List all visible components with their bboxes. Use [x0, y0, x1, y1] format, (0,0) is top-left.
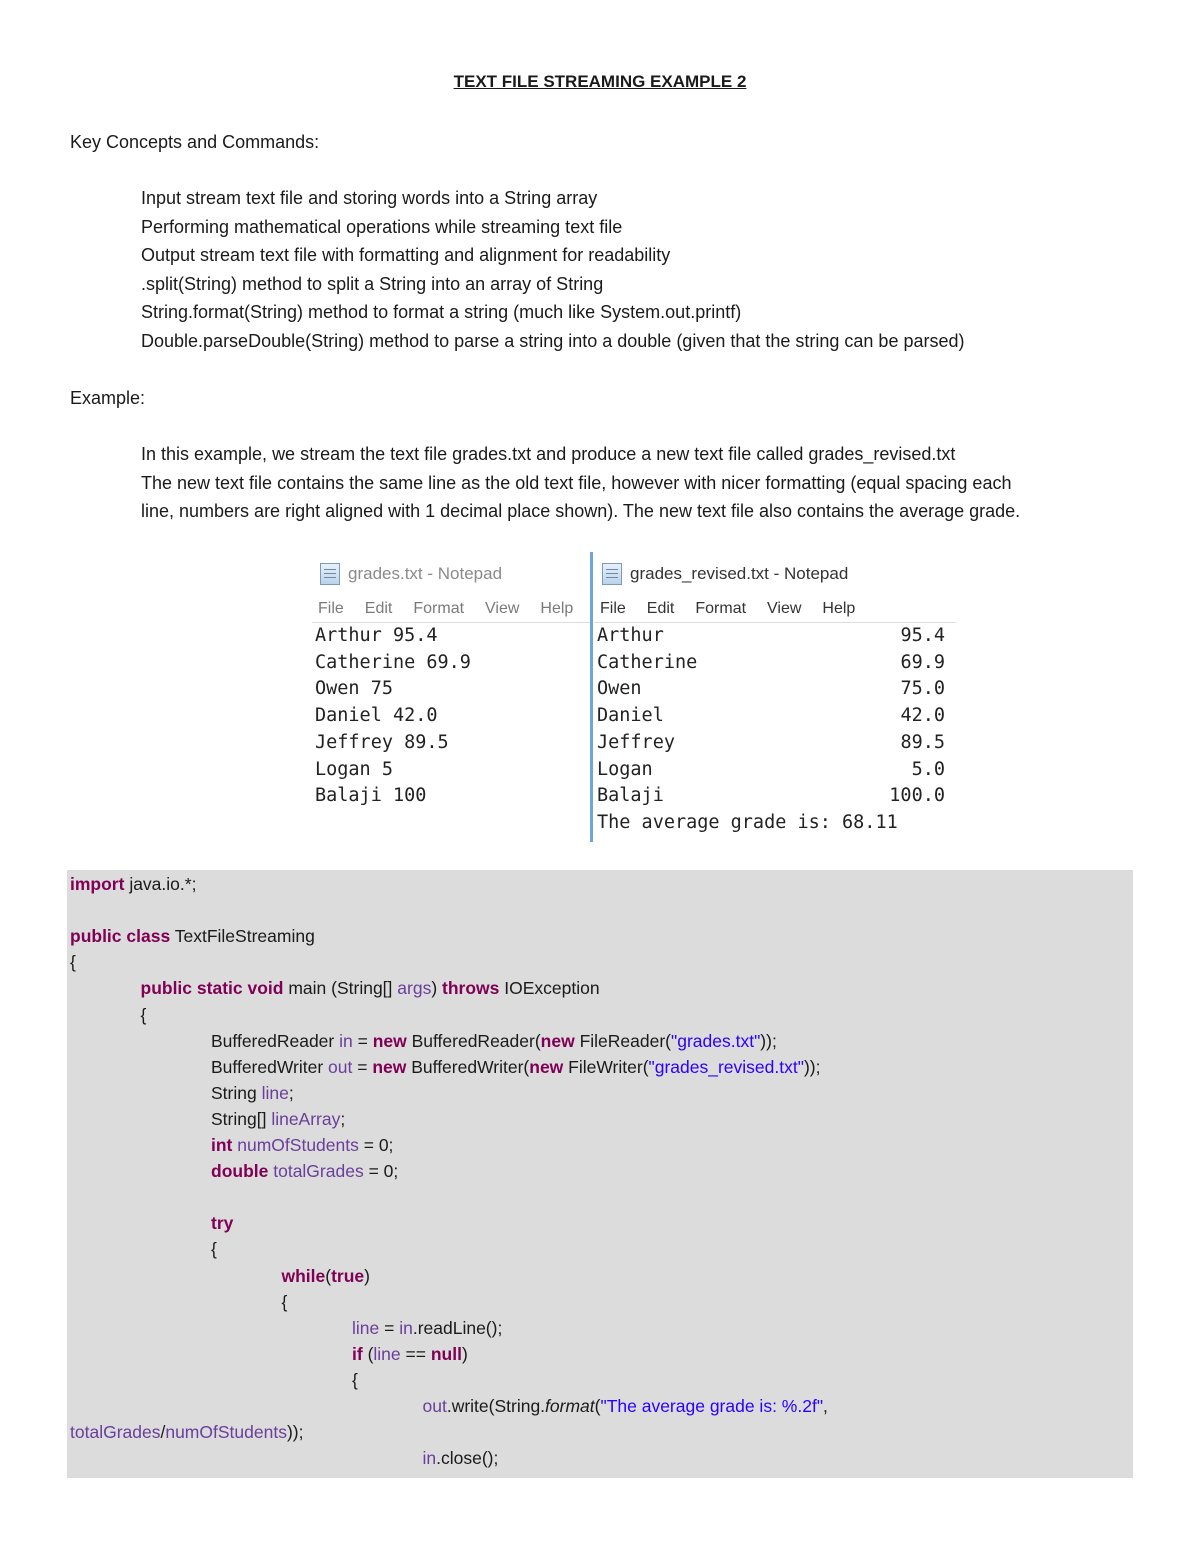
menu-edit[interactable]: Edit	[364, 600, 393, 617]
code-text: String[]	[211, 1108, 272, 1129]
concept-item: Double.parseDouble(String) method to parse a string into a double (given that the string can be parsed)	[141, 330, 965, 351]
text-line	[597, 759, 945, 786]
menu-file[interactable]: File	[600, 600, 626, 617]
student-grade: 100.0	[889, 785, 945, 807]
code-line	[70, 1422, 303, 1448]
code-keyword: static	[196, 978, 243, 999]
code-block	[67, 870, 1133, 1478]
student-grade: 75.0	[900, 678, 945, 700]
notepad-icon	[320, 563, 340, 585]
code-text: {	[211, 1239, 217, 1260]
code-text: .readLine();	[412, 1317, 503, 1338]
code-text: BufferedWriter	[211, 1056, 329, 1077]
code-keyword: while	[281, 1265, 326, 1286]
window-divider	[590, 552, 593, 842]
notepad-title: grades.txt - Notepad	[348, 564, 503, 583]
code-variable: in	[422, 1448, 437, 1469]
code-text: BufferedReader(	[406, 1030, 541, 1051]
code-variable: numOfStudents	[237, 1135, 359, 1155]
code-text: java.io.*;	[124, 874, 197, 894]
menu-format[interactable]: Format	[695, 600, 747, 617]
concepts-list	[141, 184, 964, 355]
example-line: In this example, we stream the text file grades.txt and produce a new text file called grades_revised.txt	[141, 444, 956, 464]
text-line	[597, 652, 945, 679]
concept-item: Performing mathematical operations while streaming text file	[141, 216, 623, 237]
student-grade: 42.0	[900, 705, 945, 727]
code-line	[352, 1370, 358, 1396]
code-line	[211, 1083, 294, 1109]
code-keyword: int	[211, 1135, 233, 1155]
code-keyword: null	[430, 1343, 462, 1364]
text-line: Arthur 95.4	[315, 625, 438, 646]
code-text: ;	[340, 1108, 346, 1129]
code-text: /	[160, 1422, 166, 1443]
notepad-text-area[interactable]	[594, 622, 956, 842]
code-line	[211, 1031, 777, 1057]
code-line	[423, 1396, 828, 1422]
text-line: Daniel 42.0	[315, 705, 438, 727]
code-variable: totalGrades	[273, 1161, 364, 1182]
notepad-window-grades	[312, 552, 590, 842]
code-keyword: new	[529, 1056, 564, 1077]
concept-item: String.format(String) method to format a string (much like System.out.printf)	[141, 302, 742, 322]
notepad-icon	[602, 563, 622, 585]
code-text: )	[364, 1265, 370, 1286]
text-line	[597, 785, 945, 812]
text-line	[597, 705, 945, 732]
menu-view[interactable]: View	[767, 600, 802, 617]
code-line	[141, 978, 600, 1004]
text-line: Owen 75	[315, 678, 393, 700]
code-variable: in	[339, 1030, 353, 1051]
code-text: FileWriter(	[563, 1056, 649, 1077]
notepad-title: grades_revised.txt - Notepad	[630, 564, 849, 583]
key-concepts-heading: Key Concepts and Commands:	[70, 132, 320, 152]
code-keyword: new	[372, 1030, 407, 1051]
concept-item: Output stream text file with formatting and alignment for readability	[141, 245, 671, 265]
code-keyword: if	[352, 1343, 363, 1364]
code-text: ));	[803, 1056, 821, 1077]
code-text: BufferedReader	[211, 1030, 340, 1051]
code-text: )	[431, 978, 443, 999]
code-line	[211, 1213, 233, 1239]
code-text: (	[362, 1343, 374, 1364]
menu-file[interactable]: File	[318, 600, 344, 617]
code-variable: line	[352, 1317, 380, 1338]
concept-item: .split(String) method to split a String into an array of String	[141, 273, 604, 294]
code-variable: in	[399, 1317, 413, 1338]
code-string: "grades.txt"	[671, 1030, 761, 1051]
text-line: Catherine 69.9	[315, 651, 471, 673]
code-text: String	[211, 1082, 262, 1103]
code-text: ;	[288, 1082, 294, 1103]
code-text: .close();	[436, 1448, 499, 1469]
notepad-text-area[interactable]	[312, 622, 590, 842]
code-text: ,	[823, 1396, 828, 1416]
menu-view[interactable]: View	[485, 600, 520, 617]
code-line	[70, 952, 76, 978]
code-text: ));	[760, 1030, 777, 1051]
notepad-title-bar	[320, 560, 502, 588]
code-keyword: void	[247, 978, 284, 999]
code-text: .write(String.	[446, 1396, 546, 1416]
student-name: Logan	[597, 758, 653, 780]
code-keyword: class	[126, 926, 171, 947]
concept-item: Input stream text file and storing words into a String array	[141, 188, 598, 208]
code-text: TextFileStreaming	[170, 926, 315, 947]
code-keyword: double	[211, 1161, 269, 1182]
code-text: main (String[]	[283, 978, 398, 999]
code-keyword: try	[211, 1213, 234, 1234]
code-keyword: import	[70, 874, 125, 894]
student-name: Owen	[597, 678, 642, 700]
code-text: )	[461, 1343, 468, 1364]
code-text: {	[281, 1291, 288, 1312]
code-line	[211, 1161, 398, 1187]
code-text: (	[325, 1265, 332, 1286]
code-text: FileReader(	[574, 1030, 672, 1051]
page-title: TEXT FILE STREAMING EXAMPLE 2	[453, 72, 747, 91]
code-string: "The average grade is: %.2f"	[600, 1396, 824, 1416]
code-line	[211, 1239, 217, 1265]
code-keyword: new	[372, 1056, 407, 1077]
notepad-menu-bar	[318, 600, 590, 618]
code-text: ));	[286, 1422, 304, 1443]
code-line	[211, 1135, 393, 1161]
example-line: The new text file contains the same line as the old text file, however with nicer formatting (equal spacing each	[141, 472, 1012, 493]
text-line	[597, 678, 945, 705]
code-line	[282, 1266, 370, 1292]
example-description	[141, 440, 1020, 526]
code-text: IOException	[499, 978, 600, 999]
code-keyword: new	[540, 1030, 575, 1051]
average-line: The average grade is: 68.11	[597, 811, 898, 833]
menu-help[interactable]: Help	[540, 600, 574, 617]
code-text: = 0;	[358, 1135, 394, 1155]
code-variable: line	[261, 1082, 289, 1103]
code-text: {	[140, 1004, 147, 1025]
code-text: format	[545, 1396, 595, 1416]
code-keyword: true	[331, 1265, 365, 1286]
code-string: "grades_revised.txt"	[648, 1056, 804, 1077]
code-line	[70, 874, 196, 900]
student-grade: 69.9	[900, 651, 945, 673]
code-keyword: throws	[442, 978, 500, 999]
menu-edit[interactable]: Edit	[646, 600, 675, 617]
text-line	[597, 732, 945, 759]
code-line	[70, 926, 315, 952]
code-keyword: public	[140, 978, 193, 999]
code-text: (	[594, 1396, 601, 1416]
text-line	[597, 625, 945, 652]
code-line	[211, 1057, 820, 1083]
code-text: {	[352, 1369, 358, 1390]
code-line	[352, 1318, 502, 1344]
student-grade: 89.5	[900, 731, 945, 753]
code-text: {	[70, 952, 76, 973]
notepad-window-grades-revised	[594, 552, 956, 842]
code-variable: args	[397, 978, 432, 999]
code-line	[141, 1005, 147, 1031]
code-variable: lineArray	[271, 1108, 341, 1129]
code-text: ==	[400, 1343, 431, 1364]
code-text: =	[352, 1056, 373, 1077]
menu-format[interactable]: Format	[413, 600, 465, 617]
code-variable: totalGrades	[70, 1422, 161, 1443]
notepad-menu-bar	[600, 600, 876, 618]
code-text: BufferedWriter(	[406, 1056, 530, 1077]
student-grade: 5.0	[911, 758, 945, 780]
student-name: Daniel	[597, 705, 664, 727]
example-line: line, numbers are right aligned with 1 decimal place shown). The new text file also contains the average grade.	[141, 501, 1021, 521]
code-line	[352, 1344, 468, 1370]
example-heading: Example:	[70, 388, 146, 408]
code-variable: numOfStudents	[165, 1422, 287, 1443]
notepad-title-bar	[602, 560, 848, 588]
student-name: Balaji	[597, 785, 664, 807]
student-name: Jeffrey	[597, 731, 675, 753]
menu-help[interactable]: Help	[822, 600, 856, 617]
code-line	[211, 1109, 345, 1135]
code-variable: out	[422, 1396, 447, 1416]
code-variable: line	[373, 1343, 401, 1364]
text-line: Jeffrey 89.5	[315, 731, 449, 753]
code-variable: out	[328, 1056, 353, 1077]
student-name: Catherine	[597, 651, 698, 673]
code-text: =	[352, 1030, 373, 1051]
code-keyword: public	[70, 926, 122, 947]
text-line: Logan 5	[315, 758, 393, 780]
code-line	[423, 1448, 499, 1474]
text-line: Balaji 100	[315, 785, 427, 807]
code-text: = 0;	[363, 1161, 399, 1182]
student-name: Arthur	[597, 625, 664, 646]
code-line	[282, 1292, 288, 1318]
student-grade: 95.4	[900, 625, 945, 646]
code-text: =	[379, 1317, 400, 1338]
